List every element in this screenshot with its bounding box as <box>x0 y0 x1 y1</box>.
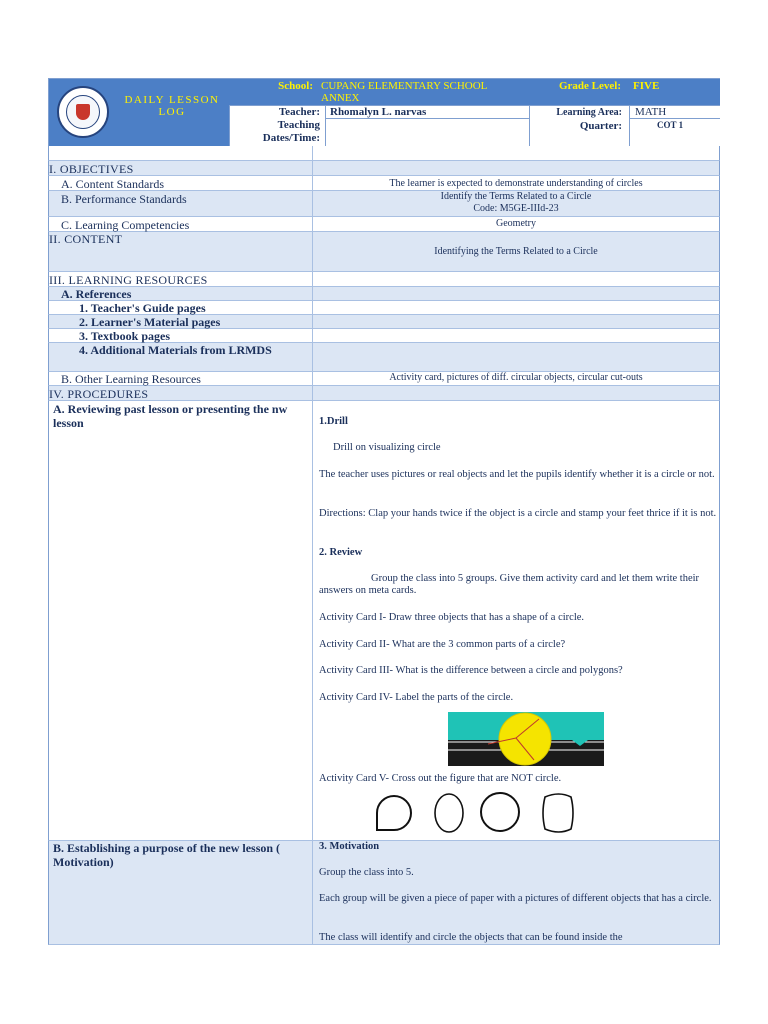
quarter-label: Quarter: <box>579 120 622 132</box>
procedure-b-label: B. Establishing a purpose of the new lesson ( Motivation) <box>53 841 281 869</box>
drill-paragraph-2: Directions: Clap your hands twice if the object is a circle and stamp your feet thrice if it is not. <box>319 508 717 519</box>
header-school-row <box>229 79 720 105</box>
learning-competencies-value: Geometry <box>496 218 536 229</box>
teachers-guide-label: 1. Teacher's Guide pages <box>79 301 206 315</box>
other-resources-value: Activity card, pictures of diff. circular objects, circular cut-outs <box>389 372 643 383</box>
circle-parts-image <box>448 712 604 766</box>
activity-card-4: Activity Card IV- Label the parts of the circle. <box>319 692 514 703</box>
daily-lesson-log-title: DAILY LESSON LOG <box>124 94 220 118</box>
school-value: CUPANG ELEMENTARY SCHOOL ANNEX <box>321 80 487 104</box>
motivation-paragraph-3: The class will identify and circle the objects that can be found inside the <box>319 932 623 943</box>
school-label: School: <box>278 80 313 92</box>
content-standards-label: A. Content Standards <box>61 177 164 191</box>
grade-level-label: Grade Level: <box>558 80 621 92</box>
activity-card-3: Activity Card III- What is the difference between a circle and polygons? <box>319 665 623 676</box>
header-logo-cell <box>49 79 229 146</box>
other-resources-row <box>48 372 720 386</box>
activity-card-5: Activity Card V- Cross out the figure that are NOT circle. <box>319 773 562 784</box>
quarter-value: COT 1 <box>657 120 684 130</box>
content-value: Identifying the Terms Related to a Circle <box>434 246 598 257</box>
learning-competencies-label: C. Learning Competencies <box>61 218 190 232</box>
learning-area-label: Learning Area: <box>556 107 622 118</box>
review-title: 2. Review <box>319 547 363 558</box>
teacher-value: Rhomalyn L. narvas <box>330 106 427 118</box>
procedures-heading-row <box>48 386 720 401</box>
drill-line: Drill on visualizing circle <box>333 442 441 453</box>
additional-materials-label: 4. Additional Materials from LRMDS <box>79 343 272 357</box>
motivation-paragraph-2: Each group will be given a piece of paper with a pictures of different objects that has a circle. <box>319 893 712 904</box>
learning-competencies-row <box>48 217 720 232</box>
performance-standards-row <box>48 191 720 217</box>
learners-material-row <box>48 315 720 329</box>
circle-shape-icon <box>481 793 519 831</box>
activity-card-1: Activity Card I- Draw three objects that has a shape of a circle. <box>319 612 585 623</box>
procedure-a-row <box>48 401 720 841</box>
shape-figures <box>373 791 583 835</box>
resources-heading-row <box>48 272 720 287</box>
grade-level-value: FIVE <box>633 80 660 92</box>
performance-standards-value: Identify the Terms Related to a Circle <box>440 191 592 202</box>
textbook-label: 3. Textbook pages <box>79 329 171 343</box>
objectives-heading-row <box>48 161 720 176</box>
content-heading: II. CONTENT <box>49 232 123 246</box>
teacher-label: Teacher: <box>278 106 320 118</box>
teachers-guide-row <box>48 301 720 315</box>
other-resources-label: B. Other Learning Resources <box>61 372 201 386</box>
review-paragraph: Group the class into 5 groups. Give them activity card and let them write their answers on meta cards. <box>319 573 700 596</box>
textbook-row <box>48 329 720 343</box>
content-standards-value: The learner is expected to demonstrate understanding of circles <box>389 178 643 189</box>
procedure-a-label: A. Reviewing past lesson or presenting the nw lesson <box>53 402 288 430</box>
teardrop-shape-icon <box>377 796 411 830</box>
content-row <box>48 232 720 272</box>
drill-title: 1.Drill <box>319 416 348 427</box>
motivation-paragraph-1: Group the class into 5. <box>319 867 414 878</box>
rounded-square-shape-icon <box>543 794 573 832</box>
procedures-heading: IV. PROCEDURES <box>49 387 149 401</box>
performance-standards-code: Code: M5GE-IIId-23 <box>473 203 559 214</box>
performance-standards-label: B. Performance Standards <box>61 192 187 206</box>
activity-card-2: Activity Card II- What are the 3 common parts of a circle? <box>319 639 566 650</box>
objectives-heading: I. OBJECTIVES <box>49 162 134 176</box>
learners-material-label: 2. Learner's Material pages <box>79 315 221 329</box>
references-row <box>48 287 720 301</box>
procedure-b-row <box>48 841 720 945</box>
resources-heading: III. LEARNING RESOURCES <box>49 273 208 287</box>
content-standards-row <box>48 176 720 191</box>
lesson-log-header <box>48 78 720 146</box>
learning-area-value: MATH <box>635 106 667 118</box>
teaching-dates-label: Teaching Dates/Time: <box>262 119 320 144</box>
additional-materials-row <box>48 343 720 372</box>
spacer-row <box>48 146 720 161</box>
references-label: A. References <box>61 287 132 301</box>
oval-shape-icon <box>435 794 463 832</box>
deped-seal-icon <box>57 86 109 138</box>
drill-paragraph-1: The teacher uses pictures or real objects and let the pupils identify whether it is a circle or not. <box>319 469 715 480</box>
motivation-title: 3. Motivation <box>319 841 380 852</box>
teaching-dates-value-cell <box>325 118 529 146</box>
